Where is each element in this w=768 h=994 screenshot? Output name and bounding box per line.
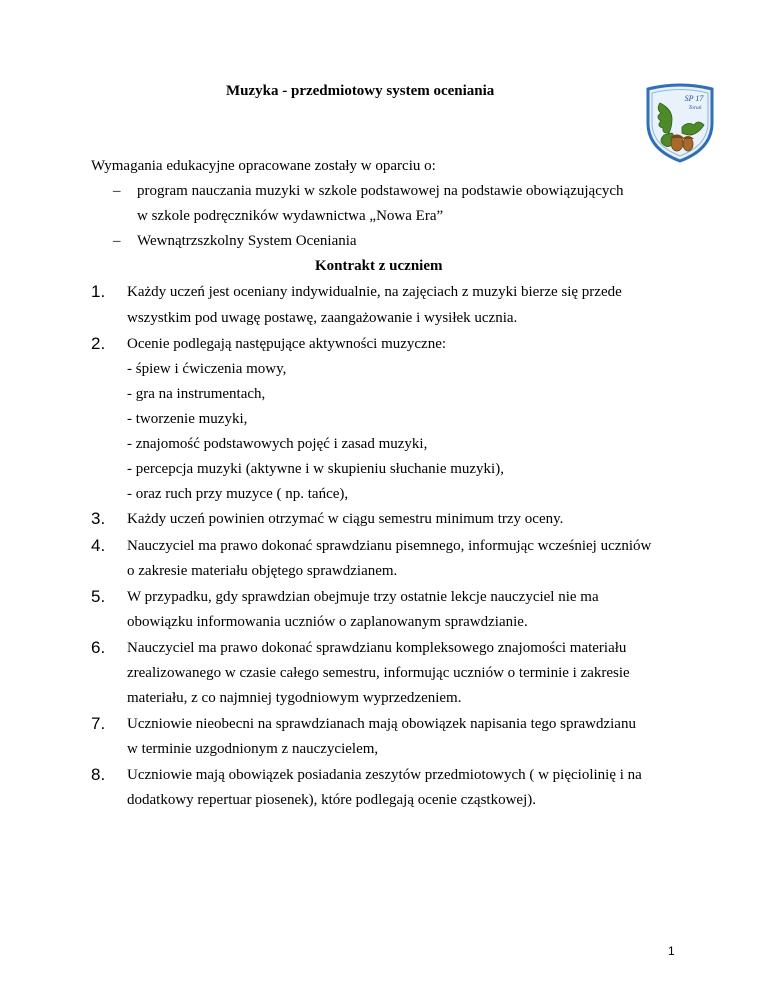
page-title: Muzyka - przedmiotowy system oceniania: [226, 83, 495, 99]
list-item-line: w terminie uzgodnionym z nauczycielem,: [127, 741, 379, 757]
list-item-number: 8.: [91, 765, 106, 784]
list-item-number: 1.: [91, 282, 106, 301]
list-item-line: dodatkowy repertuar piosenek), które podlegają ocenie cząstkowej).: [127, 792, 536, 808]
list-item-line: - oraz ruch przy muzyce ( np. tańce),: [127, 486, 349, 502]
list-item-line: materiału, z co najmniej tygodniowym wyprzedzeniem.: [127, 690, 462, 706]
list-item-line: wszystkim pod uwagę postawę, zaangażowanie i wysiłek ucznia.: [127, 310, 518, 326]
list-item-line: Każdy uczeń jest oceniany indywidualnie, na zajęciach z muzyki bierze się przede: [127, 284, 622, 300]
logo-text-city: Toruń: [688, 105, 702, 111]
list-item-line: Nauczyciel ma prawo dokonać sprawdzianu kompleksowego znajomości materiału: [127, 640, 627, 656]
list-item-line: - gra na instrumentach,: [127, 386, 266, 402]
school-logo: [642, 83, 718, 163]
list-item-line: o zakresie materiału objętego sprawdzianem.: [127, 563, 398, 579]
list-item-line: - znajomość podstawowych pojęć i zasad muzyki,: [127, 436, 428, 452]
list-item-number: 5.: [91, 587, 106, 606]
list-item-line: Uczniowie mają obowiązek posiadania zeszytów przedmiotowych ( w pięciolinię i na: [127, 767, 642, 783]
list-item-line: - śpiew i ćwiczenia mowy,: [127, 361, 287, 377]
list-item-line: obowiązku informowania uczniów o zaplanowanym sprawdzianie.: [127, 614, 528, 630]
list-item-number: 2.: [91, 334, 106, 353]
list-item-line: Każdy uczeń powinien otrzymać w ciągu semestru minimum trzy oceny.: [127, 511, 564, 527]
list-item-line: Nauczyciel ma prawo dokonać sprawdzianu pisemnego, informując wcześniej uczniów: [127, 538, 652, 554]
section-heading: Kontrakt z uczniem: [315, 258, 443, 274]
list-item-line: Uczniowie nieobecni na sprawdzianach mają obowiązek napisania tego sprawdzianu: [127, 716, 636, 732]
dash-bullet: –: [113, 233, 121, 249]
intro-text: Wymagania edukacyjne opracowane zostały w oparciu o:: [91, 158, 436, 174]
logo-text-school: SP 17: [684, 94, 704, 103]
list-item-line: W przypadku, gdy sprawdzian obejmuje trzy ostatnie lekcje nauczyciel nie ma: [127, 589, 599, 605]
list-item-line: Ocenie podlegają następujące aktywności muzyczne:: [127, 336, 447, 352]
bullet-line: Wewnątrzszkolny System Oceniania: [137, 233, 357, 249]
bullet-line: w szkole podręczników wydawnictwa „Nowa Era”: [137, 208, 444, 224]
page-number: 1: [668, 944, 675, 958]
list-item-line: - percepcja muzyki (aktywne i w skupieniu słuchanie muzyki),: [127, 461, 504, 477]
list-item-number: 4.: [91, 536, 106, 555]
dash-bullet: –: [113, 183, 121, 199]
list-item-number: 7.: [91, 714, 106, 733]
list-item-number: 6.: [91, 638, 106, 657]
list-item-line: zrealizowanego w czasie całego semestru, informując uczniów o terminie i zakresie: [127, 665, 630, 681]
list-item-line: - tworzenie muzyki,: [127, 411, 248, 427]
bullet-line: program nauczania muzyki w szkole podstawowej na podstawie obowiązujących: [137, 183, 624, 199]
list-item-number: 3.: [91, 509, 106, 528]
